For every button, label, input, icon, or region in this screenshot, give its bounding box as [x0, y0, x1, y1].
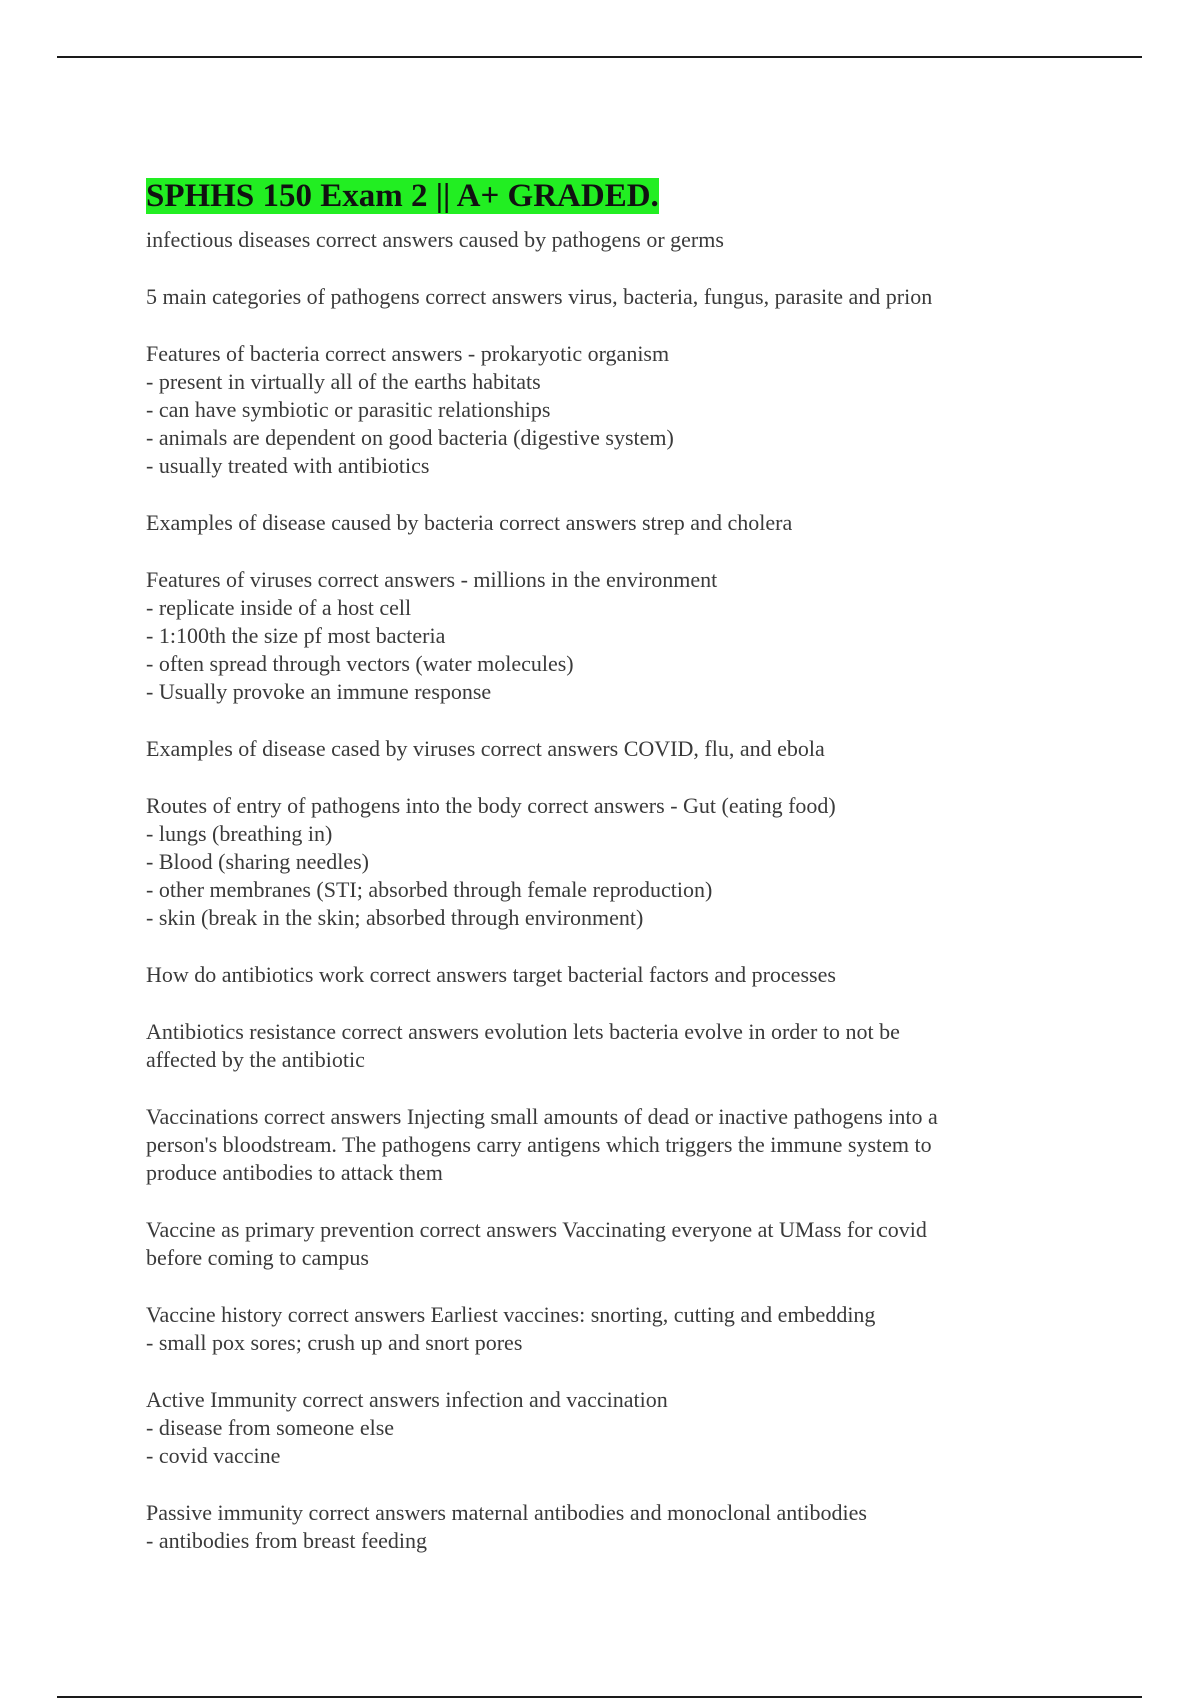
qa-answer-line: - often spread through vectors (water molecules)	[146, 651, 574, 676]
qa-entry	[146, 1301, 1046, 1357]
qa-entry	[146, 1216, 1046, 1272]
qa-answer-line: - 1:100th the size pf most bacteria	[146, 623, 446, 648]
document-body	[146, 174, 1046, 1584]
qa-entry	[146, 566, 1046, 706]
qa-answer-line: - replicate inside of a host cell	[146, 595, 412, 620]
document-title: SPHHS 150 Exam 2 || A+ GRADED.	[146, 178, 659, 214]
qa-answer-line: - present in virtually all of the earths habitats	[146, 369, 541, 394]
qa-answer-line: - small pox sores; crush up and snort pores	[146, 1330, 523, 1355]
qa-question-line: Routes of entry of pathogens into the body correct answers - Gut (eating food)	[146, 793, 836, 818]
qa-question-line: Examples of disease cased by viruses correct answers COVID, flu, and ebola	[146, 736, 825, 761]
qa-question-line: How do antibiotics work correct answers target bacterial factors and processes	[146, 962, 836, 987]
qa-answer-line: person's bloodstream. The pathogens carry antigens which triggers the immune system to	[146, 1132, 932, 1157]
qa-answer-line: produce antibodies to attack them	[146, 1160, 443, 1185]
qa-entry	[146, 226, 1046, 254]
qa-question-line: Antibiotics resistance correct answers evolution lets bacteria evolve in order to not be	[146, 1019, 900, 1044]
qa-answer-line: - skin (break in the skin; absorbed through environment)	[146, 905, 644, 930]
qa-answer-line: - disease from someone else	[146, 1415, 395, 1440]
qa-answer-line: affected by the antibiotic	[146, 1047, 365, 1072]
qa-answer-line: - animals are dependent on good bacteria (digestive system)	[146, 425, 674, 450]
qa-answer-line: - can have symbiotic or parasitic relationships	[146, 397, 551, 422]
qa-question-line: Vaccine history correct answers Earliest vaccines: snorting, cutting and embedding	[146, 1302, 876, 1327]
qa-question-line: Active Immunity correct answers infection and vaccination	[146, 1387, 668, 1412]
qa-answer-line: - antibodies from breast feeding	[146, 1528, 428, 1553]
qa-entry	[146, 1103, 1046, 1187]
page-top-rule	[57, 56, 1142, 58]
qa-entry	[146, 792, 1046, 932]
qa-list	[146, 226, 1046, 1555]
title-block	[146, 174, 1046, 218]
qa-question-line: Features of viruses correct answers - millions in the environment	[146, 567, 718, 592]
qa-question-line: Examples of disease caused by bacteria correct answers strep and cholera	[146, 510, 793, 535]
qa-answer-line: - other membranes (STI; absorbed through female reproduction)	[146, 877, 713, 902]
qa-entry	[146, 283, 1046, 311]
qa-question-line: infectious diseases correct answers caused by pathogens or germs	[146, 227, 724, 252]
qa-question-line: Passive immunity correct answers maternal antibodies and monoclonal antibodies	[146, 1500, 867, 1525]
qa-answer-line: - Blood (sharing needles)	[146, 849, 369, 874]
qa-entry	[146, 735, 1046, 763]
page-bottom-rule	[57, 1696, 1142, 1698]
qa-question-line: Vaccinations correct answers Injecting small amounts of dead or inactive pathogens into a	[146, 1104, 938, 1129]
qa-answer-line: - Usually provoke an immune response	[146, 679, 492, 704]
qa-answer-line: - lungs (breathing in)	[146, 821, 333, 846]
qa-entry	[146, 340, 1046, 480]
qa-answer-line: before coming to campus	[146, 1245, 369, 1270]
qa-question-line: Features of bacteria correct answers - prokaryotic organism	[146, 341, 670, 366]
qa-question-line: Vaccine as primary prevention correct answers Vaccinating everyone at UMass for covid	[146, 1217, 927, 1242]
qa-entry	[146, 961, 1046, 989]
qa-question-line: 5 main categories of pathogens correct answers virus, bacteria, fungus, parasite and prion	[146, 284, 933, 309]
qa-answer-line: - usually treated with antibiotics	[146, 453, 430, 478]
qa-entry	[146, 1386, 1046, 1470]
qa-answer-line: - covid vaccine	[146, 1443, 281, 1468]
qa-entry	[146, 1018, 1046, 1074]
qa-entry	[146, 1499, 1046, 1555]
qa-entry	[146, 509, 1046, 537]
